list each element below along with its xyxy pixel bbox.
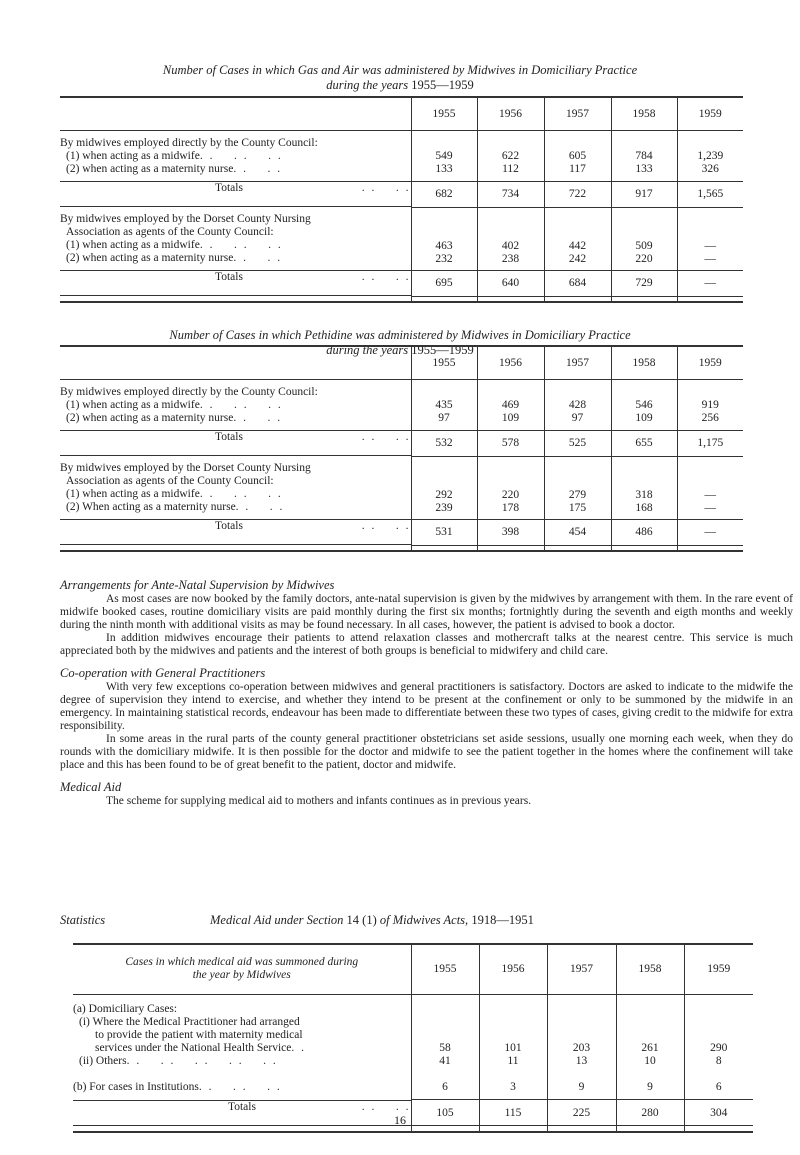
table1-value: 238 — [501, 252, 520, 265]
table1-g2-cell — [411, 207, 477, 270]
table3-total-value: 105 — [411, 1100, 479, 1126]
table3-caption-section: 14 (1) — [346, 913, 377, 927]
table1-total-value: 734 — [477, 181, 544, 207]
table3-caption-years: 1918—1951 — [471, 913, 534, 927]
table3-value: 41 — [439, 1054, 451, 1067]
table1-year-header: 1958 — [611, 97, 677, 131]
table2-total-value: 655 — [611, 430, 677, 456]
table1-value: 326 — [701, 163, 719, 175]
table2-value: 919 — [701, 399, 719, 411]
table1-g2-r2-label — [60, 252, 411, 265]
table3-caption-prefix: Medical Aid under Section — [210, 913, 344, 927]
table2-total-value: — — [677, 519, 743, 545]
table3-header-line2: the year by Midwives — [192, 969, 291, 982]
table1-caption-line2 — [0, 78, 800, 93]
table2-value: 168 — [635, 501, 653, 514]
table3-header-row — [73, 944, 753, 994]
table3-body-labels — [73, 994, 411, 1100]
table2-value: 178 — [501, 501, 520, 514]
table3-a-ii-label — [73, 1055, 411, 1068]
table2-value: 109 — [501, 412, 520, 424]
table1-total-value: 682 — [411, 181, 477, 207]
table2-g1-cell — [544, 380, 611, 431]
table1-total-value: 640 — [477, 270, 544, 296]
table1-spacer — [60, 296, 411, 302]
table1-g1-cell — [544, 131, 611, 182]
table2-value: 220 — [501, 488, 520, 501]
table1-g2-r1-label — [60, 239, 411, 252]
table3-value: 9 — [647, 1080, 653, 1093]
table2-value: 256 — [701, 412, 719, 424]
table1-g1-cell — [411, 131, 477, 182]
table1-spacer — [411, 296, 477, 302]
table2-value: 97 — [571, 412, 584, 424]
table1-header-blank — [60, 97, 411, 131]
table2-g2-r1-label — [60, 488, 411, 501]
table3-total-value: 280 — [616, 1100, 684, 1126]
leader-dots: . . . . . . — [199, 399, 283, 411]
table3-header-left — [73, 944, 411, 994]
table2-totals-text: Totals — [215, 520, 243, 532]
table2-value: 109 — [635, 412, 653, 424]
table2-g1-totals-label — [60, 430, 411, 456]
table2-total-value: 486 — [611, 519, 677, 545]
leader-dots: . . . . — [361, 182, 411, 194]
table2-total-value: 532 — [411, 430, 477, 456]
table2-group1-heading: By midwives employed directly by the County Council: — [60, 386, 318, 398]
table3-value: 6 — [715, 1080, 722, 1093]
table2-total-value: 525 — [544, 430, 611, 456]
table3-value: 10 — [644, 1054, 656, 1067]
table2-group1-label — [60, 380, 411, 431]
medical-aid-heading: Medical Aid — [60, 780, 122, 794]
table3-value: 290 — [710, 1041, 728, 1054]
table3-value: 11 — [507, 1054, 519, 1067]
table3-total-value: 225 — [547, 1100, 616, 1126]
leader-dots: . . . . . . — [198, 1080, 282, 1093]
table3-value: 9 — [578, 1080, 585, 1093]
table1-g1-cell — [677, 131, 743, 182]
table2-value: 292 — [435, 488, 453, 501]
table2-g1-cell — [677, 380, 743, 431]
table3-year-header: 1959 — [684, 944, 753, 994]
table1-total-value: 722 — [544, 181, 611, 207]
table1-group1-label — [60, 131, 411, 182]
table1-value: 442 — [568, 239, 587, 252]
table3-value: 58 — [439, 1041, 451, 1054]
table1-spacer — [477, 296, 544, 302]
table3-a-heading: (a) Domiciliary Cases: — [73, 1002, 178, 1015]
table3-body-cell — [479, 994, 547, 1100]
table1-g2-r2-text: (2) when acting as a maternity nurse — [66, 252, 234, 264]
leader-dots: . . . . — [235, 501, 285, 513]
table1-value: 1,239 — [697, 150, 724, 162]
table3-value: 3 — [510, 1080, 516, 1093]
leader-dots: . . . . — [361, 1100, 411, 1113]
table1-total-value: 729 — [611, 270, 677, 296]
table2-total-value: 531 — [411, 519, 477, 545]
table2-g2-cell — [611, 456, 677, 519]
table2-value: 469 — [501, 399, 520, 411]
cooperation-para2: In some areas in the rural parts of the county general practitioner obstetricians set aside sessions, usually one morning each week, when they do rounds with the domiciliary midwife. It is then possible for the doctor and midwife to see the patient together in the homes where the confinement will take place and this has been found to be of great benefit to the patient, doctor and midwife. — [60, 733, 793, 771]
table3-value: 8 — [715, 1054, 722, 1067]
table1-year-header: 1955 — [411, 97, 477, 131]
table1-value: — — [704, 252, 716, 265]
table1-value: 622 — [501, 150, 520, 162]
table1-year-header: 1956 — [477, 97, 544, 131]
table2-value: 435 — [435, 399, 453, 411]
table1-caption-line1: Number of Cases in which Gas and Air was administered by Midwives in Domiciliary Practice — [162, 63, 638, 77]
table2-group1-row — [60, 380, 743, 431]
table2-spacer — [611, 545, 677, 551]
table3-year-header: 1955 — [411, 944, 479, 994]
table1-spacer — [677, 296, 743, 302]
table2-totals-text: Totals — [215, 431, 243, 443]
table3-value: 101 — [504, 1041, 522, 1054]
table2 — [60, 345, 743, 552]
table2-caption-years: 1955—1959 — [411, 343, 474, 357]
table2-g2-cell — [544, 456, 611, 519]
table3-wrap — [0, 943, 753, 1133]
table2-spacer — [544, 545, 611, 551]
table2-year-header: 1957 — [544, 346, 611, 380]
table2-header-row — [60, 346, 743, 380]
table1-bottom-spacer — [60, 296, 743, 302]
leader-dots: . . . . — [233, 163, 283, 175]
table2-year-header: 1956 — [477, 346, 544, 380]
table1-value: 549 — [435, 150, 453, 162]
table2-g1-r1-label — [60, 399, 411, 412]
table3-year-header: 1958 — [616, 944, 684, 994]
table3-a-ii-text: (ii) Others — [79, 1054, 127, 1067]
table2-value: 428 — [568, 399, 587, 411]
table2-g1-r2-text: (2) when acting as a maternity nurse — [66, 412, 234, 424]
table1-value: 133 — [435, 163, 453, 175]
table1-g2-r1-text: (1) when acting as a midwife — [66, 239, 200, 251]
table3-value: 13 — [575, 1054, 588, 1067]
table1-totals-text: Totals — [215, 271, 243, 283]
table1-total-value: — — [677, 270, 743, 296]
table3-a-i-line3-text: services under the National Health Service — [95, 1041, 292, 1054]
table1-group2-label — [60, 207, 411, 270]
table1-total-value: 695 — [411, 270, 477, 296]
table1-g1-r2-label — [60, 163, 411, 176]
table3-body-cell — [616, 994, 684, 1100]
leader-dots: . . . . . . — [199, 150, 283, 162]
table2-group2-heading1: By midwives employed by the Dorset County Nursing — [60, 462, 311, 474]
table1-group1-row — [60, 131, 743, 182]
table1-g1-cell — [477, 131, 544, 182]
table3-a-i-line2: to provide the patient with maternity medical — [95, 1028, 303, 1041]
table2-total-value: 578 — [477, 430, 544, 456]
table2-g2-totals-label — [60, 519, 411, 545]
table1-caption-prefix: during the years — [326, 78, 409, 92]
table3-value: 261 — [641, 1041, 659, 1054]
table2-g2-cell — [411, 456, 477, 519]
leader-dots: . . . . . . . . . . — [126, 1054, 278, 1067]
table1-value: 133 — [635, 163, 653, 175]
antenatal-heading: Arrangements for Ante-Natal Supervision by Midwives — [60, 578, 335, 592]
table2-value: 318 — [635, 488, 653, 501]
table2-value: 175 — [568, 501, 587, 514]
table2-year-header: 1959 — [677, 346, 743, 380]
table1-value: 112 — [502, 163, 519, 175]
table1-group2-heading1: By midwives employed by the Dorset County Nursing — [60, 213, 311, 225]
table1-spacer — [611, 296, 677, 302]
table1-wrap — [0, 96, 743, 303]
table2-g2-r2-label — [60, 501, 411, 514]
table1-caption — [0, 63, 800, 93]
table1-value: 463 — [435, 239, 453, 252]
table3-totals-text: Totals — [228, 1100, 256, 1113]
table1-caption-years: 1955—1959 — [411, 78, 474, 92]
table3-total-value: 304 — [684, 1100, 753, 1126]
table1-group2-totals-row — [60, 270, 743, 296]
table2-g1-cell — [411, 380, 477, 431]
table1-year-header: 1959 — [677, 97, 743, 131]
table1-value: 509 — [635, 239, 653, 252]
table2-group1-totals-row — [60, 430, 743, 456]
antenatal-para2: In addition midwives encourage their patients to attend relaxation classes and mothercraft talks at the nearest centre. This service is much appreciated both by the midwives and patients and the interest of both groups is beneficial to midwifery and child care. — [60, 632, 793, 657]
table2-wrap — [0, 345, 743, 552]
medical-aid-para1: The scheme for supplying medical aid to mothers and infants continues as in previous years. — [106, 795, 532, 807]
table3 — [73, 943, 753, 1133]
table1-g2-cell — [544, 207, 611, 270]
leader-dots: . . . . . . — [199, 239, 283, 251]
statistics-label: Statistics — [60, 913, 106, 927]
table3-year-header: 1957 — [547, 944, 616, 994]
antenatal-para1: As most cases are now booked by the family doctors, ante-natal supervision is given by the midwives by arrangement with them. In the rare event of midwife booked cases, routine domiciliary visits are paid monthly during the first six months; fortnightly during the seventh and eigth months and weekly during the ninth month with additional visits as may be found necessary. In all cases, however, the patient is advised to book a doctor. — [60, 593, 793, 631]
table3-b-label — [73, 1081, 411, 1094]
table1-group1-totals-row — [60, 181, 743, 207]
table3-year-header: 1956 — [479, 944, 547, 994]
leader-dots: . . — [291, 1041, 307, 1054]
table3-total-value: 115 — [479, 1100, 547, 1126]
table2-bottom-spacer — [60, 545, 743, 551]
table1-group2-heading2: Association as agents of the County Council: — [66, 226, 274, 238]
table2-year-header: 1955 — [411, 346, 477, 380]
table1-group1-heading: By midwives employed directly by the County Council: — [60, 137, 318, 149]
table2-spacer — [477, 545, 544, 551]
table1-g1-r1-label — [60, 150, 411, 163]
table3-value: 6 — [442, 1080, 448, 1093]
table1-totals-text: Totals — [215, 182, 243, 194]
table1-value: — — [704, 239, 716, 252]
table2-caption-prefix: during the years — [326, 343, 409, 357]
table1-value: 242 — [568, 252, 587, 265]
table3-header-line1: Cases in which medical aid was summoned during — [125, 956, 359, 969]
table3-caption — [60, 913, 793, 928]
table1-value: 605 — [568, 150, 587, 162]
table2-header-blank — [60, 346, 411, 380]
body-text — [60, 578, 793, 808]
table1-g1-r1-text: (1) when acting as a midwife — [66, 150, 200, 162]
table2-group2-heading2: Association as agents of the County Council: — [66, 475, 274, 487]
table2-value: 97 — [438, 412, 450, 424]
table1-total-value: 684 — [544, 270, 611, 296]
table2-g1-r1-text: (1) when acting as a midwife — [66, 399, 200, 411]
table3-a-i-line1: (i) Where the Medical Practitioner had arranged — [79, 1015, 300, 1028]
table2-total-value: 398 — [477, 519, 544, 545]
table2-spacer — [677, 545, 743, 551]
table1-value: 402 — [501, 239, 520, 252]
cooperation-heading: Co-operation with General Practitioners — [60, 666, 266, 680]
leader-dots: . . . . — [233, 252, 283, 264]
table2-g1-cell — [477, 380, 544, 431]
table3-caption-text — [210, 913, 534, 928]
table1-g2-cell — [677, 207, 743, 270]
table3-body-cell — [547, 994, 616, 1100]
table1-value: 220 — [635, 252, 653, 265]
table1-g1-totals-label — [60, 181, 411, 207]
table1-g1-cell — [611, 131, 677, 182]
table1-spacer — [544, 296, 611, 302]
table2-g2-cell — [677, 456, 743, 519]
table1-group2-row — [60, 207, 743, 270]
table3-caption-mid: of Midwives Acts, — [379, 913, 469, 927]
table2-year-header: 1958 — [611, 346, 677, 380]
table2-group2-totals-row — [60, 519, 743, 545]
table2-g2-r2-text: (2) When acting as a maternity nurse — [66, 501, 236, 513]
table2-value: 546 — [635, 399, 653, 411]
leader-dots: . . . . — [361, 520, 411, 532]
table3-body-cell — [684, 994, 753, 1100]
table2-g1-r2-label — [60, 412, 411, 425]
leader-dots: . . . . — [361, 271, 411, 283]
table1-year-header: 1957 — [544, 97, 611, 131]
leader-dots: . . . . — [361, 431, 411, 443]
table3-b-text: (b) For cases in Institutions — [73, 1080, 199, 1093]
leader-dots: . . . . . . — [199, 488, 283, 500]
table2-value: — — [704, 488, 716, 501]
table2-group2-label — [60, 456, 411, 519]
leader-dots: . . . . — [233, 412, 283, 424]
table1-g2-cell — [611, 207, 677, 270]
table1-header-row — [60, 97, 743, 131]
table2-spacer — [60, 545, 411, 551]
table1-g2-cell — [477, 207, 544, 270]
table3-body-row — [73, 994, 753, 1100]
table2-spacer — [411, 545, 477, 551]
table2-g2-cell — [477, 456, 544, 519]
table1-value: 784 — [635, 150, 653, 162]
table2-group2-row — [60, 456, 743, 519]
cooperation-para1: With very few exceptions co-operation between midwives and general practitioners is satisfactory. Doctors are asked to indicate to the midwife the degree of supervision they intend to exercise, and whether they intend to be present at the confinement or only to be summoned by the midwife in an emergency. In maintaining statistical records, endeavour has been made to differentiate between these two types of cases, giving credit to the midwife for extra responsibility. — [60, 681, 793, 732]
table2-g1-cell — [611, 380, 677, 431]
table2-value: 239 — [435, 501, 453, 514]
table1-total-value: 917 — [611, 181, 677, 207]
table1-g1-r2-text: (2) when acting as a maternity nurse — [66, 163, 234, 175]
table2-value: 279 — [568, 488, 587, 501]
table3-value: 203 — [572, 1041, 591, 1054]
table3-a-i-line3 — [73, 1042, 411, 1055]
table2-total-value: 454 — [544, 519, 611, 545]
table1-total-value: 1,565 — [677, 181, 743, 207]
table1-g2-totals-label — [60, 270, 411, 296]
page-number: 16 — [394, 1113, 406, 1127]
table2-g2-r1-text: (1) when acting as a midwife — [66, 488, 200, 500]
table2-value: — — [704, 501, 716, 514]
table1-value: 232 — [435, 252, 453, 265]
table1-value: 117 — [569, 163, 586, 175]
table2-total-value: 1,175 — [677, 430, 743, 456]
table3-body-cell — [411, 994, 479, 1100]
table1 — [60, 96, 743, 303]
table2-caption-line1: Number of Cases in which Pethidine was administered by Midwives in Domiciliary Practice — [169, 328, 631, 342]
